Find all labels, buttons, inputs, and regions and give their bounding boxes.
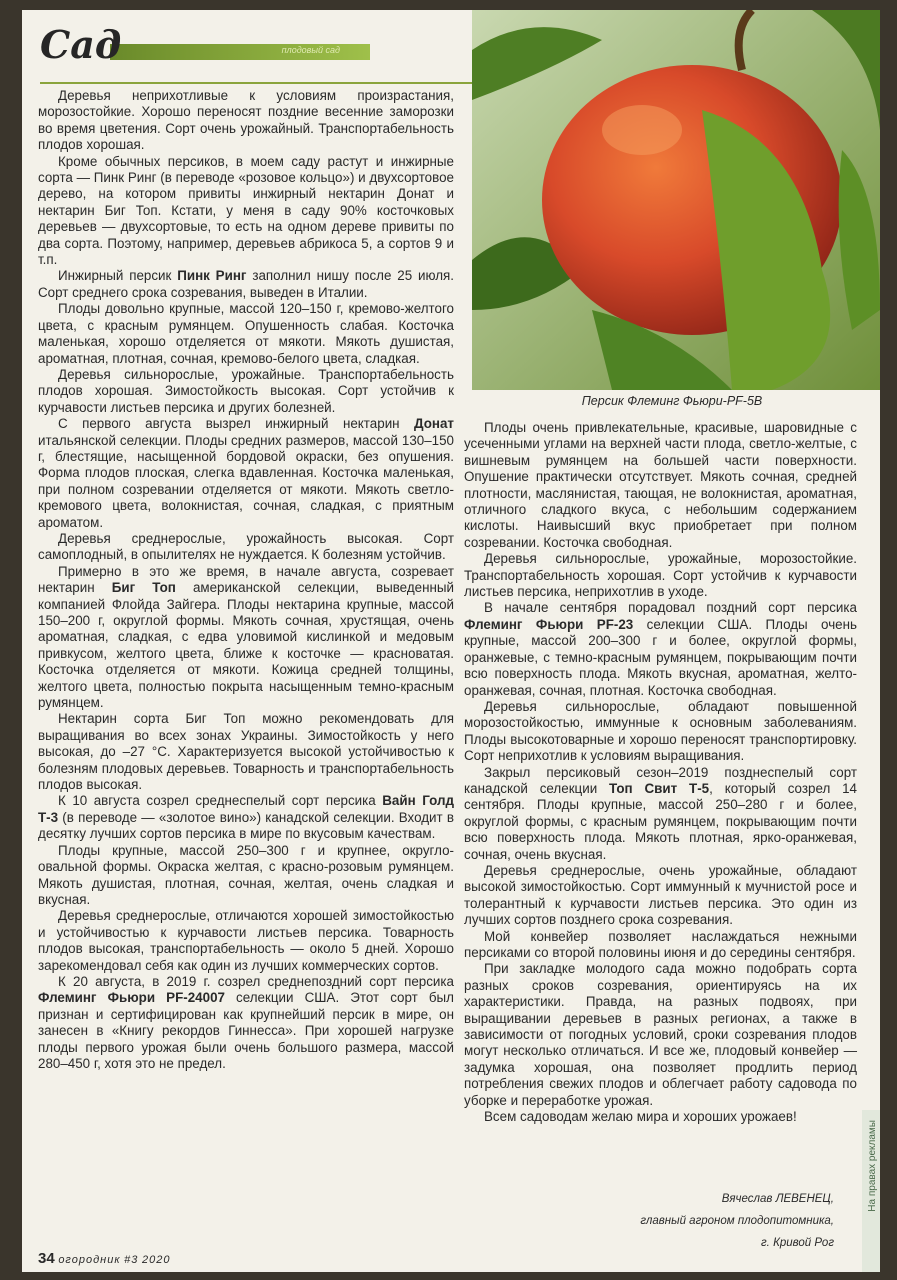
variety-name: Топ Свит Т-5 (609, 780, 710, 796)
paragraph-text: К 20 августа, в 2019 г. созрел среднепоздний сорт персика (58, 973, 454, 989)
paragraph-text: Плоды довольно крупные, массой 120–150 г, кремово-желтого цвета, с красным румянцем. Опушенность слабая. Косточка маленькая, хорошо отделяется от мякоти. Мякоть душистая, ароматная, плотная, сочная, кремово-белого цвета, сладкая. (38, 301, 454, 366)
author-name: Вячеслав ЛЕВЕНЕЦ, (721, 1193, 834, 1205)
paragraph-text: Деревья сильнорослые, урожайные. Транспортабельность плодов хорошая. Зимостойкость высокая. Сорт устойчив к курчавости листьев персика и других болезней. (38, 366, 454, 415)
magazine-name: огородник (58, 1254, 121, 1266)
paragraph (464, 420, 857, 551)
right-column (464, 420, 857, 1125)
paragraph-text: , который созрел 14 сентября. Плоды крупные, массой 250–280 г и более, округлой формы, с красным румянцем, покрывающим почти всю поверхность плода. Мякоть плотная, ярко-оранжевая, сочная, очень вкусная. (464, 780, 857, 862)
header-bar (110, 44, 370, 60)
section-header (40, 22, 490, 90)
paragraph-text: (в переводе — «золотое вино») канадской селекции. Входит в десятку лучших сортов персика в мире по вкусовым качествам. (38, 809, 454, 842)
paragraph-text: Примерно в это же время, в начале августа, созревает нектарин (38, 563, 454, 596)
paragraph (38, 154, 454, 269)
paragraph (464, 699, 857, 765)
variety-name: Вайн Голд Т-3 (38, 793, 454, 825)
paragraph-text: Деревья среднерослые, отличаются хорошей зимостойкостью и устойчивостью к курчавости листьев персика. Товарность плодов высокая, транспортабельность — около 5 дней. Хорошо зарекомендовал себя как один из лучших коммерческих сортов. (38, 908, 454, 973)
paragraph (464, 1109, 857, 1125)
paragraph-text: Деревья среднерослые, урожайность высокая. Сорт самоплодный, в опылителях не нуждается. К болезням устойчив. (38, 530, 454, 563)
paragraph-text: Деревья неприхотливые к условиям произрастания, морозостойкие. Хорошо переносят поздние весенние заморозки во время цветения. Сорт очень урожайный. Транспортабельность плодов хорошая. (38, 88, 454, 153)
paragraph (38, 367, 454, 416)
header-bar-text: плодовый сад (281, 45, 340, 55)
paragraph-text: Закрыл персиковый сезон–2019 позднеспелый сорт канадской селекции (464, 764, 857, 796)
paragraph (38, 531, 454, 564)
peach-highlight (602, 105, 682, 155)
peach-photo (472, 10, 880, 390)
section-title: Сад (40, 22, 122, 67)
paragraph-text: Плоды очень привлекательные, красивые, шаровидные с усеченными углами на верхней части плода, светло-желтые, с вишневым румянцем на большей части поверхности. Опушение практически отсутствует. Мякоть сочная, средней плотности, маслянистая, тающая, не волокнистая, ароматная, отличного сладкого вкуса, с небольшим содержанием кислоты. Наивысший вкус приобретает при полном созревании. Косточка свободная. (464, 420, 857, 550)
variety-name: Флеминг Фьюри PF-23 (464, 616, 634, 632)
variety-name: Пинк Ринг (177, 268, 247, 284)
variety-name: Донат (414, 416, 454, 432)
paragraph-text: Кроме обычных персиков, в моем саду растут и инжирные сорта — Пинк Ринг (в переводе «розовое кольцо») и двухсортовое дерево, на котором привиты инжирный нектарин Донат и нектарин Биг Топ. Кстати, у меня в саду 90% косточковых деревьев — двухсортовые, то есть на одном дереве привиты по два сорта. Поэтому, например, деревьев абрикоса 5, а сортов 9 и т.п. (38, 153, 454, 268)
paragraph-text: Инжирный персик (58, 268, 178, 284)
variety-name: Флеминг Фьюри PF-24007 (38, 990, 225, 1006)
paragraph-text: К 10 августа созрел среднеспелый сорт персика (58, 793, 383, 809)
author-city: г. Кривой Рог (761, 1237, 834, 1249)
paragraph-text: Деревья среднерослые, очень урожайные, обладают высокой зимостойкостью. Сорт иммунный к мучнистой росе и толерантный к курчавости листьев персика. Это один из лучших сортов позднего срока созревания. (464, 862, 857, 928)
variety-name: Биг Топ (111, 580, 176, 596)
peach-illustration (472, 10, 880, 390)
page-number: 34 (38, 1250, 55, 1267)
paragraph-text: Мой конвейер позволяет наслаждаться нежными персиками со второй половины июня и до середины сентября. (464, 928, 857, 960)
paragraph-text: американской селекции, выведенный компанией Флойда Зайгера. Плоды нектарина крупные, массой 150–200 г, округлой формы. Мякоть сочная, хрустящая, очень ароматная, сладкая, с едва уловимой кислинкой и медовым привкусом, желтого цвета, ближе к косточке — красноватая. Косточка отделяется от мякоти. Кожица средней толщины, желтого цвета, полностью покрыта насыщенным темно-красным румянцем. (38, 580, 454, 711)
author-position: главный агроном плодопитомника, (640, 1215, 834, 1227)
header-divider (40, 82, 490, 84)
photo-caption: Персик Флеминг Фьюри-PF-5B (581, 394, 763, 408)
paragraph (38, 268, 454, 301)
paragraph-text: В начале сентября порадовал поздний сорт персика (484, 600, 857, 616)
paragraph-text: Плоды крупные, массой 250–300 г и крупнее, округло-овальной формы. Окраска желтая, с красно-розовым румянцем. Мякоть душистая, плотная, сочная, желтая, очень сладкая и вкусная. (38, 842, 454, 907)
paragraph (38, 793, 454, 842)
paragraph (38, 301, 454, 367)
paragraph (38, 564, 454, 712)
page-footer (38, 1250, 171, 1267)
paragraph (464, 600, 857, 698)
paragraph (38, 908, 454, 974)
paragraph-text: заполнил нишу после 25 июля. Сорт среднего срока созревания, выведен в Италии. (38, 268, 454, 300)
author-signature (640, 1188, 834, 1254)
advertising-note: На правах рекламы (867, 1120, 878, 1212)
left-column (38, 88, 454, 1072)
magazine-page (22, 10, 880, 1272)
paragraph (464, 551, 857, 600)
paragraph-text: Нектарин сорта Биг Топ можно рекомендовать для выращивания во всех зонах Украины. Зимостойкость у него высокая, до –27 °С. Характеризуется высокой устойчивостью к болезням плодовых деревьев. Товарность и транспортабельность плодов высокая. (38, 711, 454, 793)
paragraph (38, 711, 454, 793)
paragraph-text: При закладке молодого сада можно подобрать сорта разных сроков созревания, ориентируясь на их характеристики. Правда, на разных подвоях, при выращивании деревьев в разных регионах, а также в зависимости от погодных условий, сроки созревания плодов могут несколько отличаться. И все же, плодовый конвейер — задумка хорошая, она позволяет продлить период потребления свежих плодов и облегчает работу садовода по уборке и переработке урожая. (464, 961, 857, 1108)
paragraph (38, 843, 454, 909)
paragraph-text: С первого августа вызрел инжирный нектарин (58, 416, 415, 432)
paragraph (464, 929, 857, 962)
paragraph (464, 961, 857, 1109)
paragraph (38, 974, 454, 1072)
paragraph-text: Деревья сильнорослые, обладают повышенной морозостойкостью, иммунные к основным заболеваниям. Плоды высокотоварные и хорошо переносят транспортировку. Сорт неприхотлив к условиям выращивания. (464, 698, 857, 764)
paragraph (38, 88, 454, 154)
paragraph-text: итальянской селекции. Плоды средних размеров, массой 130–150 г, блестящие, насыщенной бордовой окраски, без опушения. Форма плодов плоская, слегка вдавленная. Косточка маленькая, при полном созревании отделяется от мякоти. Мякоть светло-кремового цвета, волокнистая, сочная, сладкая, с приятным ароматом. (38, 432, 454, 530)
paragraph-text: селекции США. Этот сорт был признан и сертифицирован как крупнейший персик в мире, он занесен в «Книгу рекордов Гиннесса». При хорошей нагрузке плоды первого урожая были очень большого размера, массой 280–450 г, хотя это не предел. (38, 990, 454, 1071)
issue-year: 2020 (142, 1254, 171, 1266)
paragraph (464, 765, 857, 863)
issue-number: #3 (124, 1254, 139, 1266)
paragraph (464, 863, 857, 929)
paragraph-text: Деревья сильнорослые, урожайные, морозостойкие. Транспортабельность хорошая. Сорт устойчив к курчавости листьев персика, неприхотлив в уходе. (464, 551, 857, 600)
paragraph-text: Всем садоводам желаю мира и хороших урожаев! (484, 1109, 797, 1125)
paragraph (38, 416, 454, 531)
paragraph-text: селекции США. Плоды очень крупные, массой 200–300 г и более, округлой формы, оранжевые, с темно-красным румянцем, покрывающим почти всю поверхность плода. Мякоть вкусная, ароматная, желто-оранжевая, сочная, плотная. Косточка свободная. (464, 616, 857, 698)
